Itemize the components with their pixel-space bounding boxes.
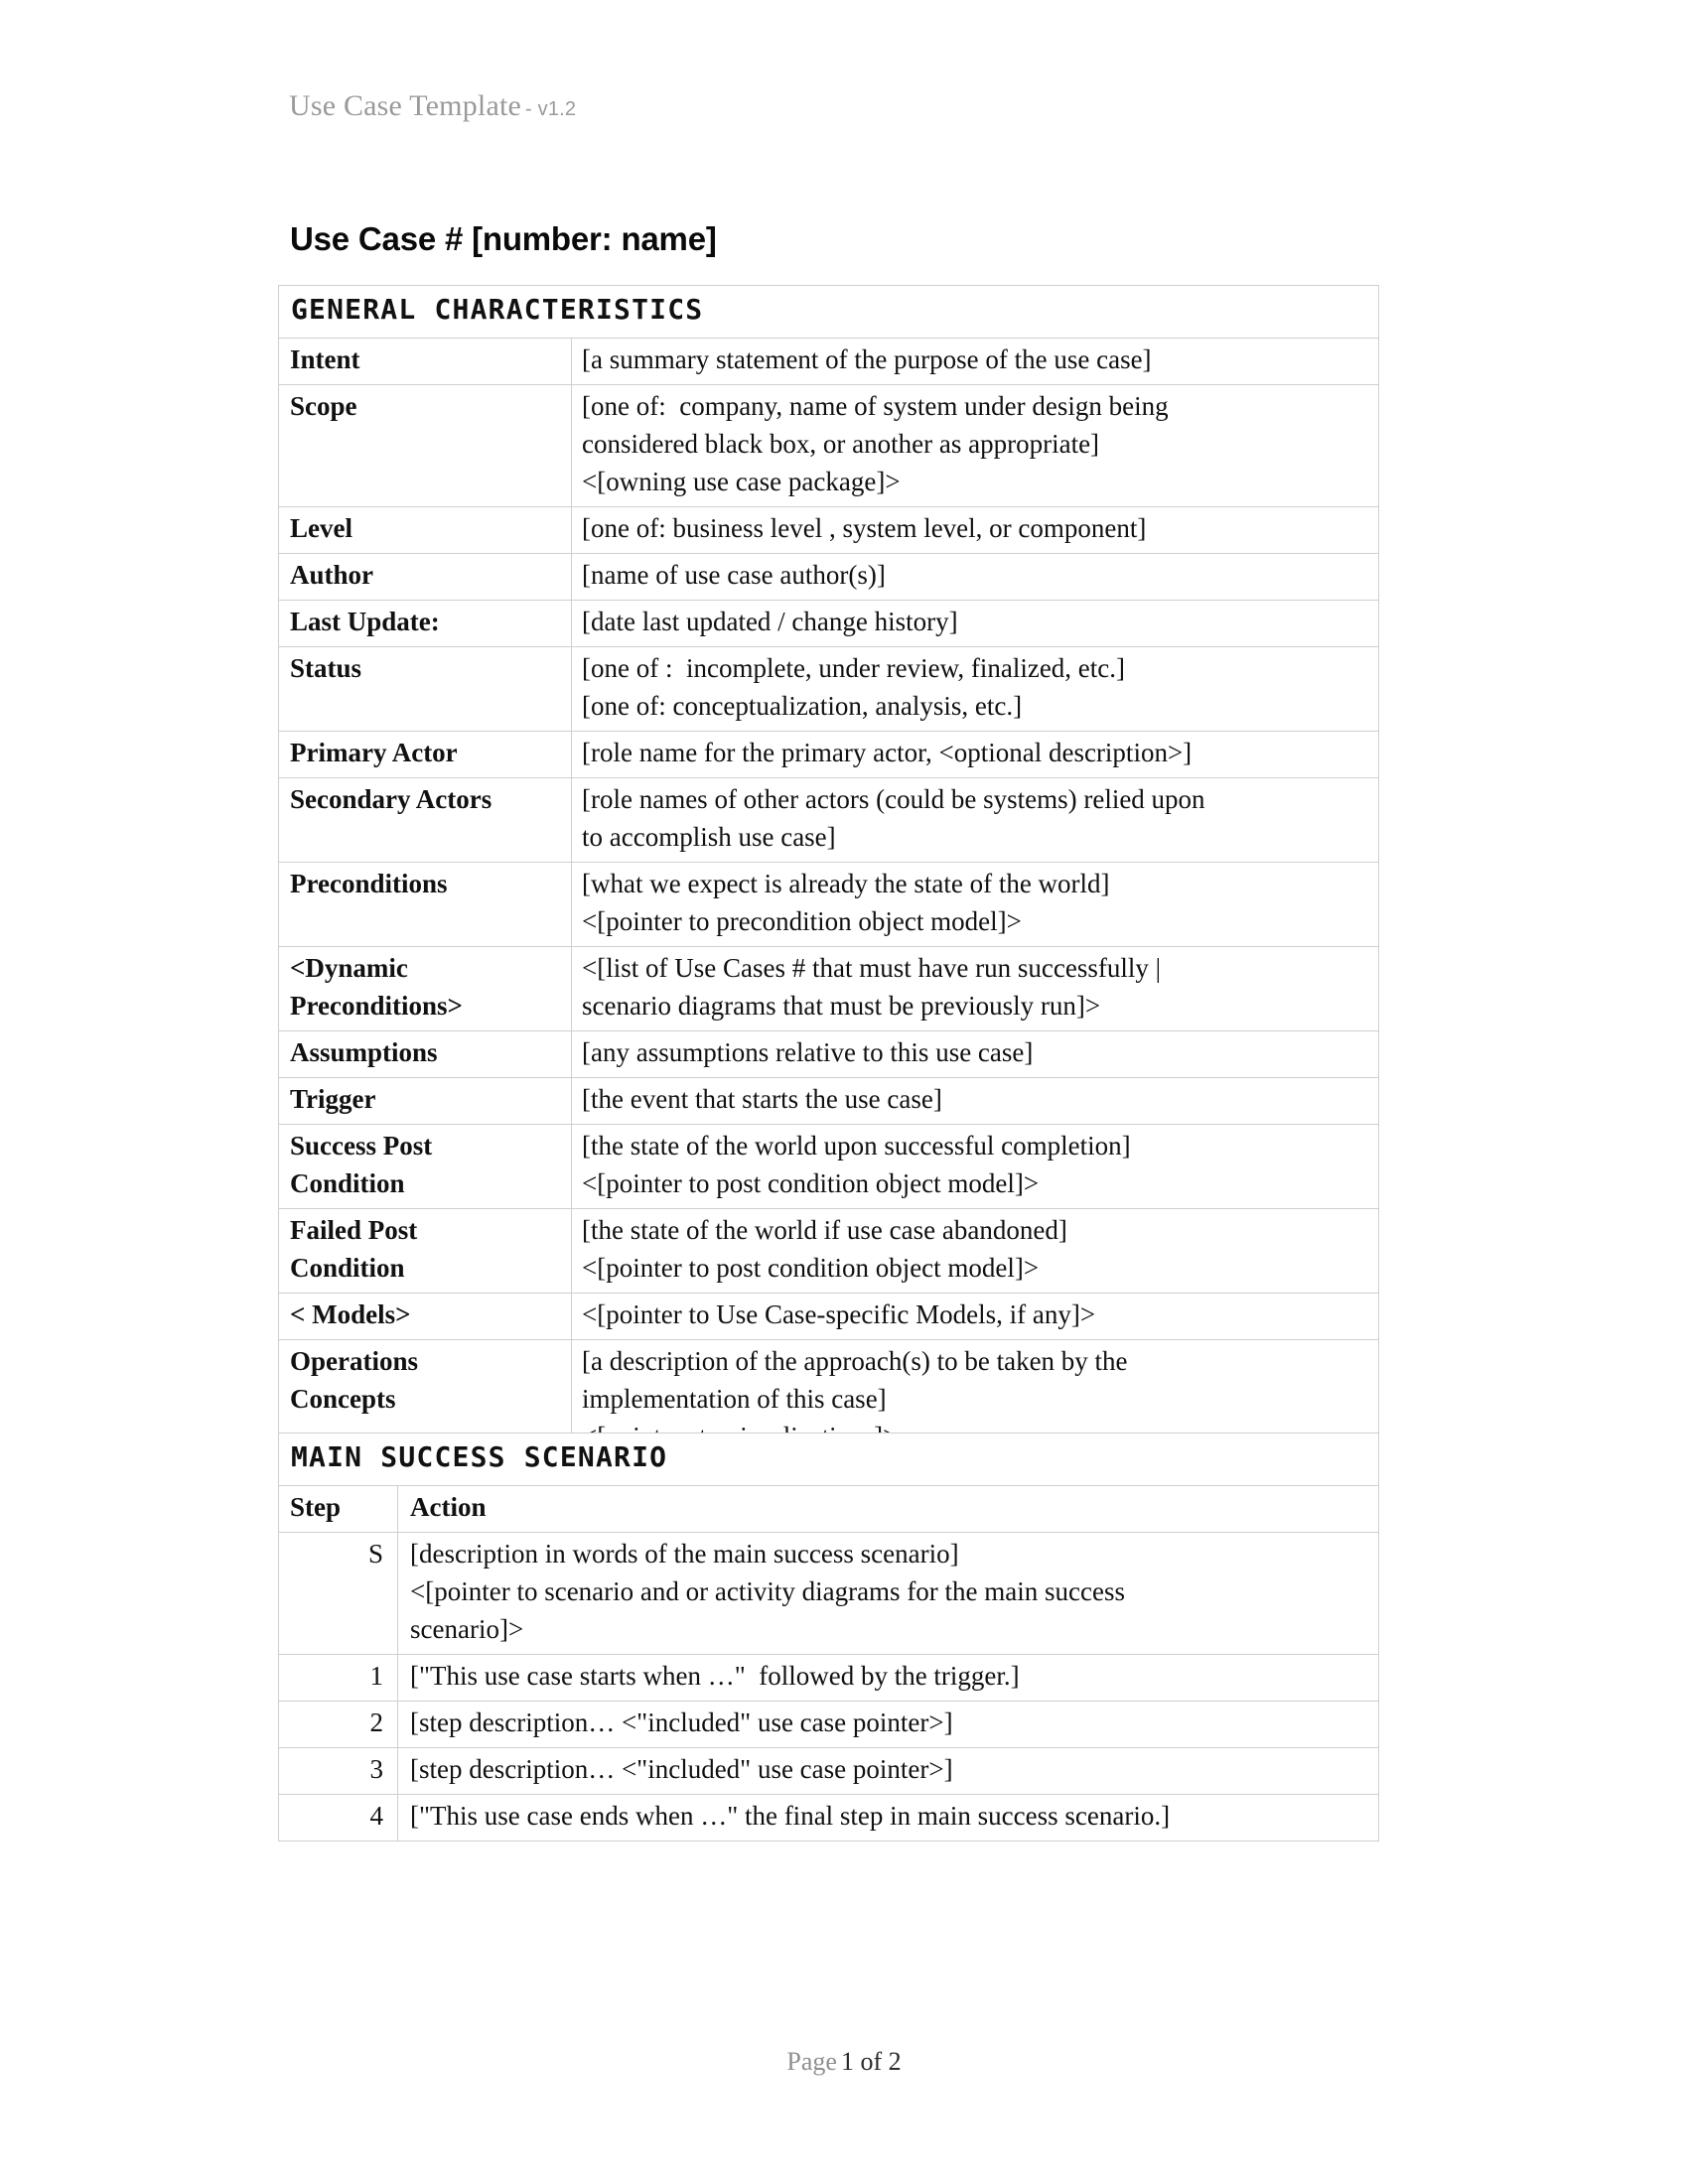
row-label-intent: Intent: [279, 339, 572, 385]
row-value-secondary-actors: [572, 778, 1379, 863]
step-action: [398, 1533, 1379, 1655]
action-line: ["This use case ends when …" the final step in main success scenario.]: [410, 1801, 1171, 1831]
general-characteristics-table: [278, 285, 1379, 1509]
step-action: [398, 1748, 1379, 1795]
step-action: [398, 1702, 1379, 1748]
value-line: scenario diagrams that must be previously run]>: [582, 991, 1101, 1021]
value-line: [a description of the approach(s) to be taken by the: [582, 1346, 1128, 1376]
label-line: <Dynamic: [290, 953, 408, 983]
row-value-level: [572, 507, 1379, 554]
table-header-row: [279, 1486, 1379, 1533]
step-number: 4: [279, 1795, 398, 1842]
value-line: implementation of this case]: [582, 1384, 887, 1414]
value-line: [the state of the world if use case abandoned]: [582, 1215, 1067, 1245]
table-row: [279, 339, 1379, 385]
row-label-dynamic-preconditions: [279, 947, 572, 1031]
table-row: [279, 1209, 1379, 1294]
row-value-author: [572, 554, 1379, 601]
step-number: 3: [279, 1748, 398, 1795]
value-line: <[pointer to precondition object model]>: [582, 906, 1022, 936]
row-label-trigger: Trigger: [279, 1078, 572, 1125]
row-label-level: Level: [279, 507, 572, 554]
value-line: <[pointer to post condition object model]>: [582, 1168, 1040, 1198]
action-line: [description in words of the main success scenario]: [410, 1539, 959, 1569]
row-value-trigger: [572, 1078, 1379, 1125]
table-row: [279, 732, 1379, 778]
table-row: [279, 1031, 1379, 1078]
table-row: [279, 507, 1379, 554]
table-row: [279, 863, 1379, 947]
label-line: Operations: [290, 1346, 419, 1376]
action-line: [step description… <"included" use case pointer>]: [410, 1707, 953, 1737]
main-success-scenario-table: [278, 1433, 1379, 1842]
column-header-action: Action: [398, 1486, 1379, 1533]
value-line: [name of use case author(s)]: [582, 560, 886, 590]
table-row: [279, 601, 1379, 647]
table-row: [279, 1125, 1379, 1209]
label-line: Preconditions>: [290, 991, 463, 1021]
table-row: [279, 647, 1379, 732]
row-value-last-update: [572, 601, 1379, 647]
value-line: [date last updated / change history]: [582, 607, 958, 636]
value-line: <[owning use case package]>: [582, 467, 901, 496]
step-number: 1: [279, 1655, 398, 1702]
page-footer: [0, 2047, 1688, 2077]
table-row: [279, 1702, 1379, 1748]
value-line: [the event that starts the use case]: [582, 1084, 942, 1114]
table-row: [279, 554, 1379, 601]
value-line: [what we expect is already the state of the world]: [582, 869, 1110, 898]
table-row: [279, 1795, 1379, 1842]
value-line: [a summary statement of the purpose of the use case]: [582, 344, 1152, 374]
main-success-scenario-section-title: MAIN SUCCESS SCENARIO: [279, 1433, 1379, 1486]
value-line: [one of: conceptualization, analysis, etc.]: [582, 691, 1023, 721]
value-line: considered black box, or another as appropriate]: [582, 429, 1100, 459]
table-row: [279, 1748, 1379, 1795]
row-value-models: [572, 1294, 1379, 1340]
footer-page-number: 1 of 2: [840, 2047, 902, 2076]
step-action: [398, 1795, 1379, 1842]
label-line: Failed Post: [290, 1215, 418, 1245]
row-value-failed-post-condition: [572, 1209, 1379, 1294]
row-label-failed-post-condition: [279, 1209, 572, 1294]
value-line: [role name for the primary actor, <optional description>]: [582, 738, 1193, 767]
value-line: [one of: business level , system level, or component]: [582, 513, 1147, 543]
table-row: [279, 1294, 1379, 1340]
table-row: [279, 1655, 1379, 1702]
row-label-scope: Scope: [279, 385, 572, 507]
value-line: [one of: company, name of system under design being: [582, 391, 1169, 421]
document-header-title: Use Case Template: [289, 89, 522, 122]
row-value-assumptions: [572, 1031, 1379, 1078]
step-number: 2: [279, 1702, 398, 1748]
value-line: <[pointer to Use Case-specific Models, if any]>: [582, 1299, 1096, 1329]
table-row: [279, 947, 1379, 1031]
table-row: [279, 778, 1379, 863]
action-line: scenario]>: [410, 1614, 524, 1644]
row-value-dynamic-preconditions: [572, 947, 1379, 1031]
value-line: [one of : incomplete, under review, finalized, etc.]: [582, 653, 1126, 683]
table-row: [279, 1078, 1379, 1125]
label-line: Concepts: [290, 1384, 396, 1414]
row-value-intent: [572, 339, 1379, 385]
row-label-assumptions: Assumptions: [279, 1031, 572, 1078]
step-action: [398, 1655, 1379, 1702]
table-row: [279, 1533, 1379, 1655]
document-running-header: [289, 89, 576, 123]
page-title: Use Case # [number: name]: [290, 220, 717, 257]
label-line: Condition: [290, 1168, 405, 1198]
step-number: S: [279, 1533, 398, 1655]
row-label-preconditions: Preconditions: [279, 863, 572, 947]
value-line: to accomplish use case]: [582, 822, 836, 852]
table-section-header-row: [279, 286, 1379, 339]
row-label-primary-actor: Primary Actor: [279, 732, 572, 778]
action-line: <[pointer to scenario and or activity diagrams for the main success: [410, 1576, 1125, 1606]
row-label-models: < Models>: [279, 1294, 572, 1340]
footer-page-word: Page: [786, 2047, 837, 2076]
row-value-primary-actor: [572, 732, 1379, 778]
document-header-version: - v1.2: [525, 98, 577, 120]
row-label-author: Author: [279, 554, 572, 601]
row-value-scope: [572, 385, 1379, 507]
row-value-success-post-condition: [572, 1125, 1379, 1209]
general-characteristics-section-title: GENERAL CHARACTERISTICS: [279, 286, 1379, 339]
row-label-status: Status: [279, 647, 572, 732]
value-line: <[list of Use Cases # that must have run successfully |: [582, 953, 1162, 983]
row-label-last-update: Last Update:: [279, 601, 572, 647]
column-header-step: Step: [279, 1486, 398, 1533]
row-label-success-post-condition: [279, 1125, 572, 1209]
table-row: [279, 385, 1379, 507]
action-line: [step description… <"included" use case pointer>]: [410, 1754, 953, 1784]
label-line: Condition: [290, 1253, 405, 1283]
value-line: [role names of other actors (could be systems) relied upon: [582, 784, 1205, 814]
action-line: ["This use case starts when …" followed by the trigger.]: [410, 1661, 1020, 1691]
table-section-header-row: [279, 1433, 1379, 1486]
row-label-secondary-actors: Secondary Actors: [279, 778, 572, 863]
row-value-preconditions: [572, 863, 1379, 947]
label-line: Success Post: [290, 1131, 433, 1160]
row-value-status: [572, 647, 1379, 732]
value-line: <[pointer to post condition object model]>: [582, 1253, 1040, 1283]
value-line: [the state of the world upon successful completion]: [582, 1131, 1131, 1160]
value-line: [any assumptions relative to this use case]: [582, 1037, 1034, 1067]
